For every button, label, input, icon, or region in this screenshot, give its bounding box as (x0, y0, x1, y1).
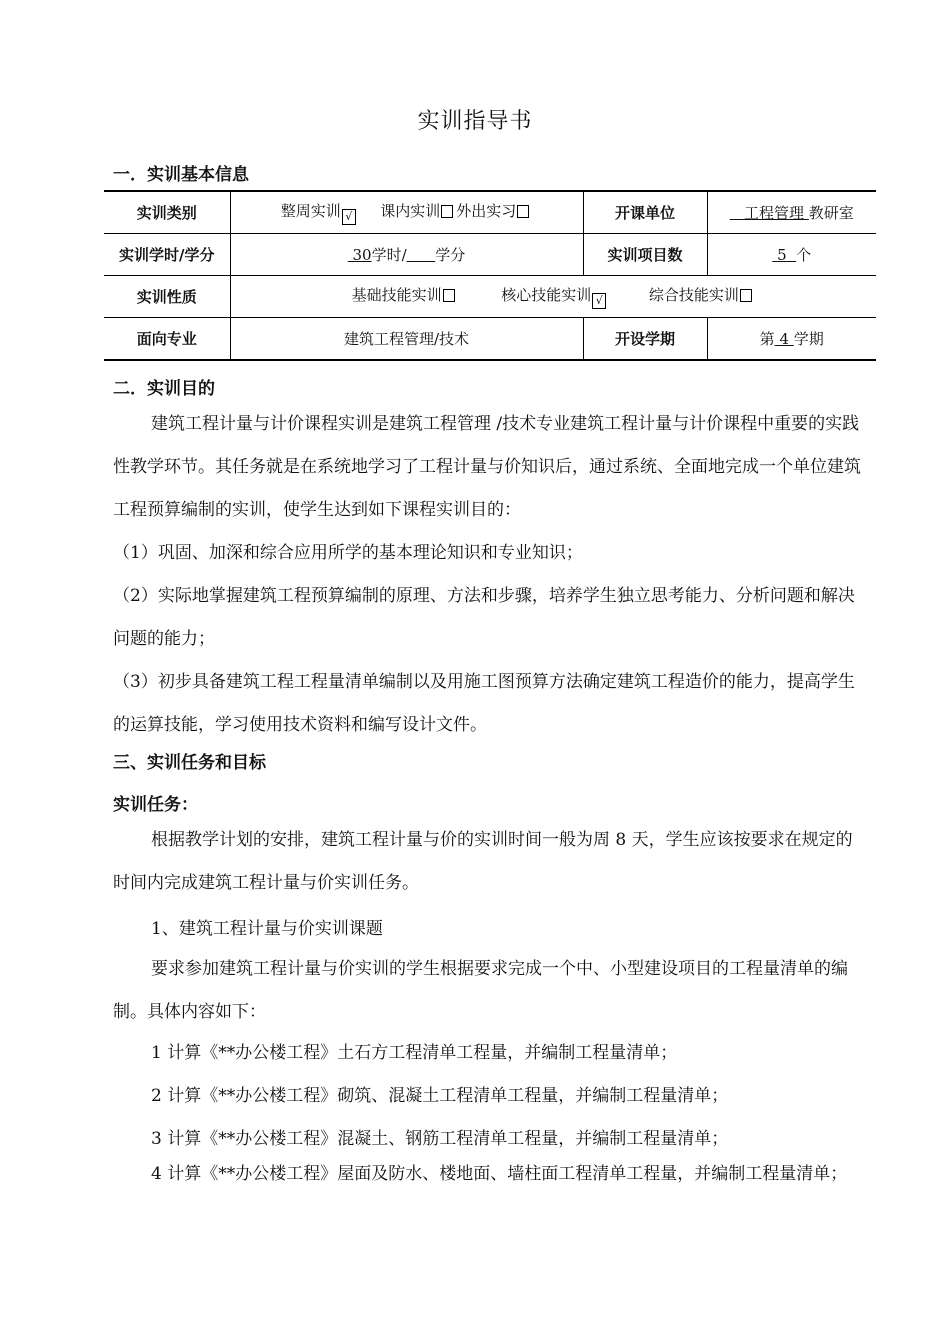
list-item: 1 计算《**办公楼工程》土石方工程清单工程量，并编制工程量清单； (151, 1043, 678, 1063)
project-count-value (707, 234, 876, 276)
task-paragraph: 根据教学计划的安排，建筑工程计量与价的实训时间一般为周 8 天，学生应该按要求在规定的时间内完成建筑工程计量与价实训任务。 (113, 830, 853, 893)
count-unit: 个 (796, 246, 812, 264)
unit-name (730, 204, 809, 222)
credit-blank (407, 246, 436, 264)
term-prefix: 第 (759, 330, 775, 348)
table-row (104, 318, 876, 361)
hours-number (348, 246, 372, 264)
project-count-text: 5 (777, 246, 787, 264)
category-options (230, 191, 583, 234)
label-major: 面向专业 (104, 318, 230, 361)
option-core: 核心技能实训 (501, 286, 592, 304)
term-number (775, 330, 794, 348)
checkbox-full-week[interactable]: √ (342, 209, 356, 225)
section1-heading: 一．实训基本信息 (113, 165, 249, 185)
document-title: 实训指导书 (417, 109, 533, 134)
task-subheading: 实训任务： (113, 795, 198, 815)
list-item: 2 计算《**办公楼工程》砌筑、混凝土工程清单工程量，并编制工程量清单； (151, 1086, 729, 1106)
checkbox-core[interactable]: √ (592, 293, 606, 309)
label-term: 开设学期 (583, 318, 707, 361)
option-comprehensive: 综合技能实训 (648, 286, 739, 304)
topic-heading: 1、建筑工程计量与价实训课题 (151, 919, 383, 939)
table-row (104, 234, 876, 276)
label-hours: 实训学时/学分 (104, 234, 230, 276)
table-row (104, 276, 876, 318)
hours-value (230, 234, 583, 276)
credit-unit: 学分 (435, 246, 466, 264)
option-basic: 基础技能实训 (351, 286, 442, 304)
goal-item-2: （2）实际地掌握建筑工程预算编制的原理、方法和步骤，培养学生独立思考能力、分析问题和解决问题的能力； (113, 586, 855, 649)
unit-name-text: 工程管理 (744, 204, 805, 222)
unit-suffix: 教研室 (808, 204, 854, 222)
checkbox-comprehensive[interactable] (740, 289, 752, 302)
label-unit: 开课单位 (583, 191, 707, 234)
major-value: 建筑工程管理/技术 (230, 318, 583, 361)
checkbox-outside[interactable] (517, 205, 529, 218)
goal-item-3: （3）初步具备建筑工程工程量清单编制以及用施工图预算方法确定建筑工程造价的能力，提高学生的运算技能，学习使用技术资料和编写设计文件。 (113, 672, 855, 735)
option-in-class: 课内实训 (380, 202, 441, 220)
list-item: 4 计算《**办公楼工程》屋面及防水、楼地面、墙柱面工程清单工程量，并编制工程量清单； (151, 1164, 848, 1184)
topic-paragraph: 要求参加建筑工程计量与价实训的学生根据要求完成一个中、小型建设项目的工程量清单的编制。具体内容如下： (113, 959, 848, 1022)
term-number-text: 4 (779, 330, 790, 348)
term-suffix: 学期 (793, 330, 824, 348)
term-value (707, 318, 876, 361)
label-nature: 实训性质 (104, 276, 230, 318)
label-project-count: 实训项目数 (583, 234, 707, 276)
checkbox-in-class[interactable] (441, 205, 453, 218)
section2-paragraph: 建筑工程计量与计价课程实训是建筑工程管理 /技术专业建筑工程计量与计价课程中重要的实践性教学环节。其任务就是在系统地学习了工程计量与价知识后，通过系统、全面地完成一个单位建筑工程预算编制的实训，使学生达到如下课程实训目的： (113, 414, 861, 520)
hours-unit: 学时/ (371, 246, 407, 264)
project-count (772, 246, 796, 264)
section2-heading: 二．实训目的 (113, 379, 215, 399)
nature-options (230, 276, 876, 318)
table-row (104, 191, 876, 234)
goal-item-1: （1）巩固、加深和综合应用所学的基本理论知识和专业知识； (113, 543, 583, 563)
checkbox-basic[interactable] (443, 289, 455, 302)
list-item: 3 计算《**办公楼工程》混凝土、钢筋工程清单工程量，并编制工程量清单； (151, 1129, 729, 1149)
option-full-week: 整周实训 (280, 202, 341, 220)
option-outside: 外出实习 (456, 202, 517, 220)
section3-heading: 三、实训任务和目标 (113, 753, 266, 773)
hours-number-text: 30 (352, 246, 372, 264)
unit-value (707, 191, 876, 234)
basic-info-table (104, 190, 876, 361)
label-category: 实训类别 (104, 191, 230, 234)
